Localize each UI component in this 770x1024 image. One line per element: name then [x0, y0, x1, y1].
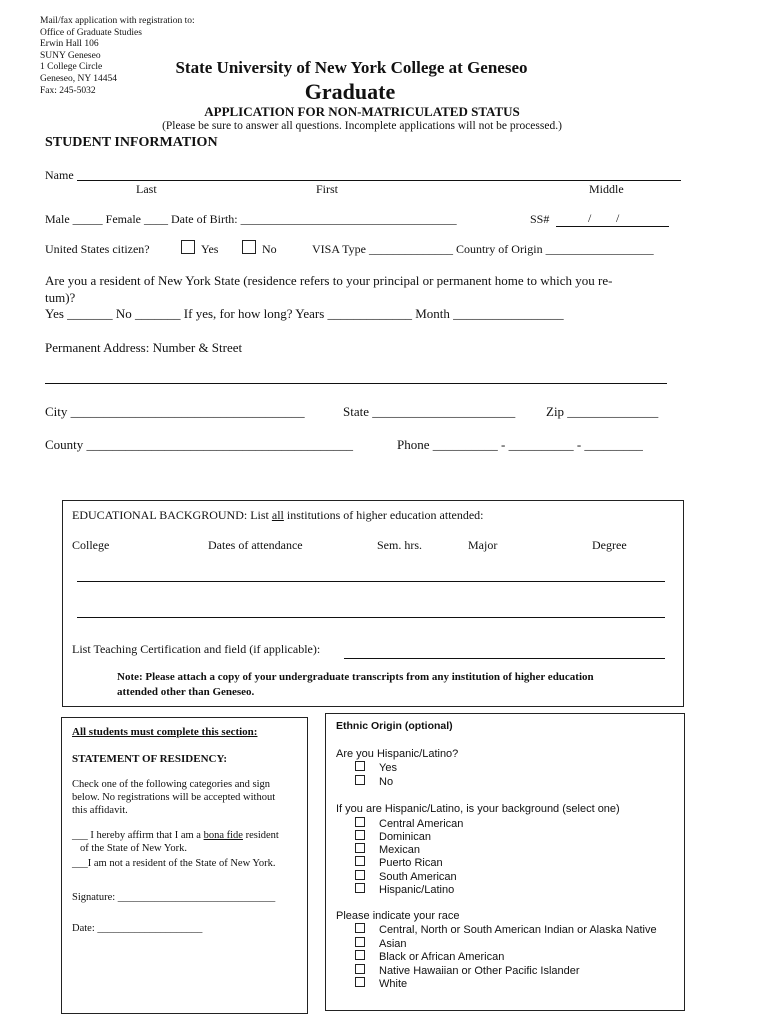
resident-option-cont: of the State of New York.: [80, 843, 188, 854]
zip-field[interactable]: Zip ______________: [546, 404, 659, 419]
race-option[interactable]: [355, 923, 657, 936]
gender-dob-field[interactable]: Male _____ Female ____ Date of Birth: ____________________________________: [45, 212, 457, 226]
option-label: White: [379, 978, 408, 990]
visa-country-field[interactable]: VISA Type ______________ Country of Origin __________________: [312, 242, 654, 256]
residency-title: All students must complete this section:: [72, 726, 258, 738]
teaching-cert-input-line[interactable]: [344, 658, 665, 659]
education-entry-line[interactable]: [77, 581, 665, 582]
teaching-cert-label: List Teaching Certification and field (if applicable):: [72, 642, 321, 656]
race-question: Please indicate your race: [336, 910, 460, 922]
transcript-note-cont: attended other than Geneseo.: [117, 686, 255, 698]
education-title-text: EDUCATIONAL BACKGROUND: List: [72, 508, 272, 522]
option-label: Puerto Rican: [379, 857, 443, 869]
resident-option-text: ___ I hereby affirm that I am a: [72, 830, 204, 841]
hispanic-question: Are you Hispanic/Latino?: [336, 748, 459, 760]
citizen-yes-checkbox[interactable]: [181, 240, 195, 254]
mail-line: Erwin Hall 106: [40, 39, 99, 50]
background-option[interactable]: [355, 830, 431, 843]
statement-of-residency: STATEMENT OF RESIDENCY:: [72, 753, 228, 765]
address-input-line[interactable]: [45, 383, 667, 384]
background-option[interactable]: [355, 843, 420, 856]
county-field[interactable]: County _________________________________________: [45, 437, 354, 452]
residency-instruction: Check one of the following categories and sign: [72, 779, 270, 790]
option-label: No: [379, 776, 394, 788]
checkbox-icon[interactable]: [355, 856, 365, 866]
checkbox-icon[interactable]: [355, 761, 365, 771]
graduate-title: Graduate: [304, 79, 396, 104]
city-field[interactable]: City ____________________________________: [45, 404, 305, 419]
race-option[interactable]: [355, 964, 580, 977]
race-option[interactable]: [355, 977, 407, 990]
citizen-no-checkbox[interactable]: [242, 240, 256, 254]
ethnic-origin-title: Ethnic Origin (optional): [336, 720, 453, 732]
option-label: Central, North or South American Indian or Alaska Native: [379, 924, 657, 936]
checkbox-icon[interactable]: [355, 775, 365, 785]
checkbox-icon[interactable]: [355, 923, 365, 933]
signature-field[interactable]: Signature: ______________________________: [72, 892, 276, 903]
education-title-emphasis: all: [271, 508, 284, 522]
ss-separator: /: [588, 211, 592, 225]
hispanic-option-no[interactable]: [355, 775, 393, 788]
transcript-note: Note: Please attach a copy of your undergraduate transcripts from any institution of higher education: [117, 671, 594, 683]
citizen-yes-label: Yes: [201, 242, 219, 256]
option-label: Native Hawaiian or Other Pacific Islander: [379, 965, 580, 977]
option-label: Black or African American: [379, 951, 505, 963]
option-label: South American: [379, 871, 457, 883]
name-label: Name: [45, 168, 74, 182]
resident-option-emphasis: bona fide: [203, 830, 243, 841]
residency-instruction: this affidavit.: [72, 805, 128, 816]
permanent-address-label: Permanent Address: Number & Street: [45, 340, 243, 355]
background-option[interactable]: [355, 817, 463, 830]
education-title-text: institutions of higher education attended:: [283, 508, 484, 522]
nonresident-option[interactable]: ___I am not a resident of the State of New York.: [72, 858, 276, 869]
col-major: Major: [468, 538, 498, 552]
checkbox-icon[interactable]: [355, 964, 365, 974]
mail-line: 1 College Circle: [40, 62, 103, 73]
education-title: [72, 508, 484, 523]
option-label: Yes: [379, 762, 397, 774]
checkbox-icon[interactable]: [355, 950, 365, 960]
university-name: State University of New York College at Geneseo: [175, 58, 528, 77]
phone-field[interactable]: Phone __________ - __________ - _________: [397, 437, 643, 452]
residency-instruction: below. No registrations will be accepted without: [72, 792, 276, 803]
col-dates: Dates of attendance: [208, 538, 303, 552]
name-input-line[interactable]: [77, 180, 681, 181]
state-field[interactable]: State ______________________: [343, 404, 516, 419]
mail-line: Mail/fax application with registration to:: [40, 16, 195, 26]
citizen-label: United States citizen?: [45, 242, 150, 256]
race-option[interactable]: [355, 950, 504, 963]
application-title: APPLICATION FOR NON-MATRICULATED STATUS: [204, 104, 520, 119]
resident-option-text: resident: [242, 830, 279, 841]
citizen-no-label: No: [262, 242, 277, 256]
resident-question-cont: tum)?: [45, 290, 76, 305]
background-option[interactable]: [355, 870, 457, 883]
application-instruction: (Please be sure to answer all questions. Incomplete applications will not be processed.): [162, 120, 562, 132]
mail-line: Office of Graduate Studies: [40, 27, 142, 38]
ss-separator: /: [616, 211, 620, 225]
option-label: Hispanic/Latino: [379, 884, 455, 896]
background-question: If you are Hispanic/Latino, is your background (select one): [336, 803, 620, 815]
background-option[interactable]: [355, 883, 454, 896]
checkbox-icon[interactable]: [355, 977, 365, 987]
ss-label: SS#: [530, 212, 550, 226]
resident-question: Are you a resident of New York State (residence refers to your principal or permanent home to which you re-: [45, 273, 613, 288]
mail-line: Geneseo, NY 14454: [40, 73, 117, 84]
middle-name-caption: Middle: [589, 182, 624, 196]
hispanic-option-yes[interactable]: [355, 761, 397, 774]
last-name-caption: Last: [136, 182, 157, 196]
option-label: Asian: [379, 938, 407, 950]
col-sem-hrs: Sem. hrs.: [377, 538, 422, 552]
checkbox-icon[interactable]: [355, 870, 365, 880]
checkbox-icon[interactable]: [355, 817, 365, 827]
education-entry-line[interactable]: [77, 617, 665, 618]
background-option[interactable]: [355, 856, 443, 869]
option-label: Mexican: [379, 844, 420, 856]
col-college: College: [72, 538, 110, 552]
section-title-student-info: STUDENT INFORMATION: [45, 135, 218, 150]
first-name-caption: First: [316, 182, 339, 196]
race-option[interactable]: [355, 937, 407, 950]
ss-input-line[interactable]: [556, 226, 669, 227]
col-degree: Degree: [592, 538, 627, 552]
mail-line: Fax: 245-5032: [40, 85, 96, 96]
resident-answer-field[interactable]: Yes _______ No _______ If yes, for how long? Years _____________ Month _________________: [45, 306, 564, 321]
checkbox-icon[interactable]: [355, 830, 365, 840]
resident-option[interactable]: [72, 830, 279, 841]
checkbox-icon[interactable]: [355, 883, 365, 893]
date-field[interactable]: Date: ____________________: [72, 923, 203, 934]
option-label: Dominican: [379, 831, 431, 843]
option-label: Central American: [379, 818, 464, 830]
checkbox-icon[interactable]: [355, 937, 365, 947]
mail-line: SUNY Geneseo: [40, 50, 101, 61]
checkbox-icon[interactable]: [355, 843, 365, 853]
